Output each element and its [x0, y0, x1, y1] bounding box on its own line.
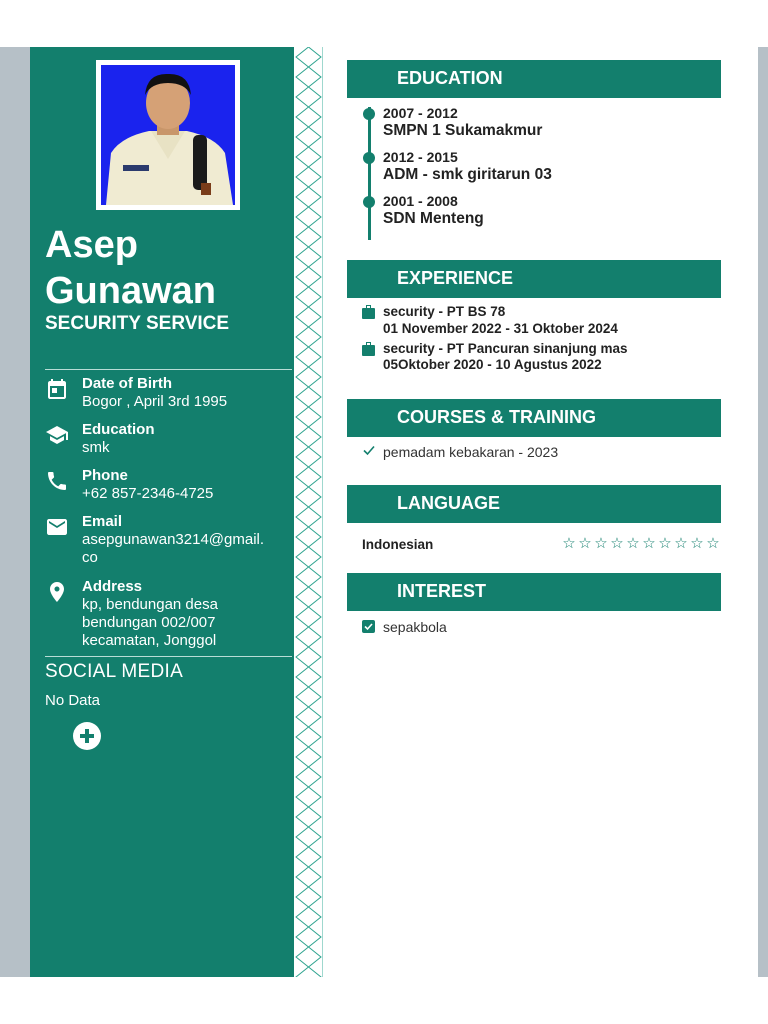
contact-phone [45, 467, 290, 507]
section-header-education: EDUCATION [347, 60, 721, 98]
section-header-experience: EXPERIENCE [347, 260, 721, 298]
timeline-dot [363, 108, 375, 120]
course-item: pemadam kebakaran - 2023 [383, 444, 559, 460]
sidebar-divider [45, 369, 292, 370]
email-value-line: co [82, 549, 98, 566]
star-icon[interactable]: ☆ [674, 534, 688, 552]
star-icon[interactable]: ☆ [578, 534, 592, 552]
address-value-line: kecamatan, Jonggol [82, 632, 217, 649]
sidebar-divider [45, 656, 292, 657]
checkbox-checked-icon [362, 620, 375, 633]
page-bottom-margin [0, 977, 768, 1024]
education-years: 2001 - 2008 [383, 193, 458, 209]
language-rating[interactable] [561, 535, 721, 553]
star-icon[interactable]: ☆ [658, 534, 672, 552]
education-years: 2012 - 2015 [383, 149, 458, 165]
email-value [82, 531, 292, 567]
email-label: Email [82, 513, 123, 530]
star-icon[interactable]: ☆ [690, 534, 704, 552]
calendar-icon [45, 377, 69, 401]
mail-icon [45, 515, 69, 539]
contact-date-of-birth [45, 375, 290, 415]
location-pin-icon [45, 580, 69, 604]
education-school: ADM - smk giritarun 03 [383, 166, 552, 183]
interest-item: sepakbola [383, 619, 447, 635]
phone-icon [45, 469, 69, 493]
profile-photo-image [101, 65, 235, 205]
address-value [82, 596, 292, 650]
experience-period: 05Oktober 2020 - 10 Agustus 2022 [383, 357, 602, 372]
star-icon[interactable]: ☆ [642, 534, 656, 552]
check-icon [362, 443, 376, 457]
star-icon[interactable]: ☆ [706, 534, 720, 552]
timeline-dot [363, 152, 375, 164]
briefcase-icon [362, 308, 375, 319]
dob-value: Bogor , April 3rd 1995 [82, 393, 228, 410]
phone-value: +62 857-2346-4725 [82, 485, 214, 502]
experience-title: security - PT BS 78 [383, 304, 506, 319]
email-value-line: asepgunawan3214@gmail. [82, 531, 265, 548]
education-timeline [368, 107, 371, 240]
address-value-line: kp, bendungan desa [82, 596, 218, 613]
education-label: Education [82, 421, 155, 438]
dob-label: Date of Birth [82, 375, 172, 392]
first-name: Asep [45, 224, 138, 266]
page-right-gutter [758, 47, 768, 977]
phone-label: Phone [82, 467, 128, 484]
social-media-title: SOCIAL MEDIA [45, 661, 184, 682]
contact-address [45, 578, 290, 654]
experience-title: security - PT Pancuran sinanjung mas [383, 341, 628, 356]
section-header-language: LANGUAGE [347, 485, 721, 523]
profile-photo[interactable] [96, 60, 240, 210]
language-name: Indonesian [362, 537, 434, 552]
section-header-interest: INTEREST [347, 573, 721, 611]
page-top-margin [0, 0, 768, 47]
education-years: 2007 - 2012 [383, 105, 458, 121]
star-icon[interactable]: ☆ [562, 534, 576, 552]
section-header-courses: COURSES & TRAINING [347, 399, 721, 437]
plus-circle-icon[interactable] [73, 722, 101, 750]
page-left-gutter [0, 47, 30, 977]
profile-name [45, 222, 216, 314]
star-icon[interactable]: ☆ [594, 534, 608, 552]
education-school: SMPN 1 Sukamakmur [383, 122, 543, 139]
job-title: SECURITY SERVICE [45, 313, 230, 334]
star-icon[interactable]: ☆ [626, 534, 640, 552]
experience-period: 01 November 2022 - 31 Oktober 2024 [383, 321, 618, 336]
education-school: SDN Menteng [383, 210, 484, 227]
briefcase-icon [362, 345, 375, 356]
contact-email [45, 513, 290, 571]
timeline-dot [363, 196, 375, 208]
last-name: Gunawan [45, 270, 217, 312]
decorative-diamond-border [294, 47, 323, 977]
profile-sidebar [30, 47, 294, 977]
contact-education [45, 421, 290, 461]
address-label: Address [82, 578, 143, 595]
social-media-value: No Data [45, 692, 101, 709]
graduation-cap-icon [45, 423, 69, 447]
star-icon[interactable]: ☆ [610, 534, 624, 552]
address-value-line: bendungan 002/007 [82, 614, 216, 631]
education-value: smk [82, 439, 110, 456]
